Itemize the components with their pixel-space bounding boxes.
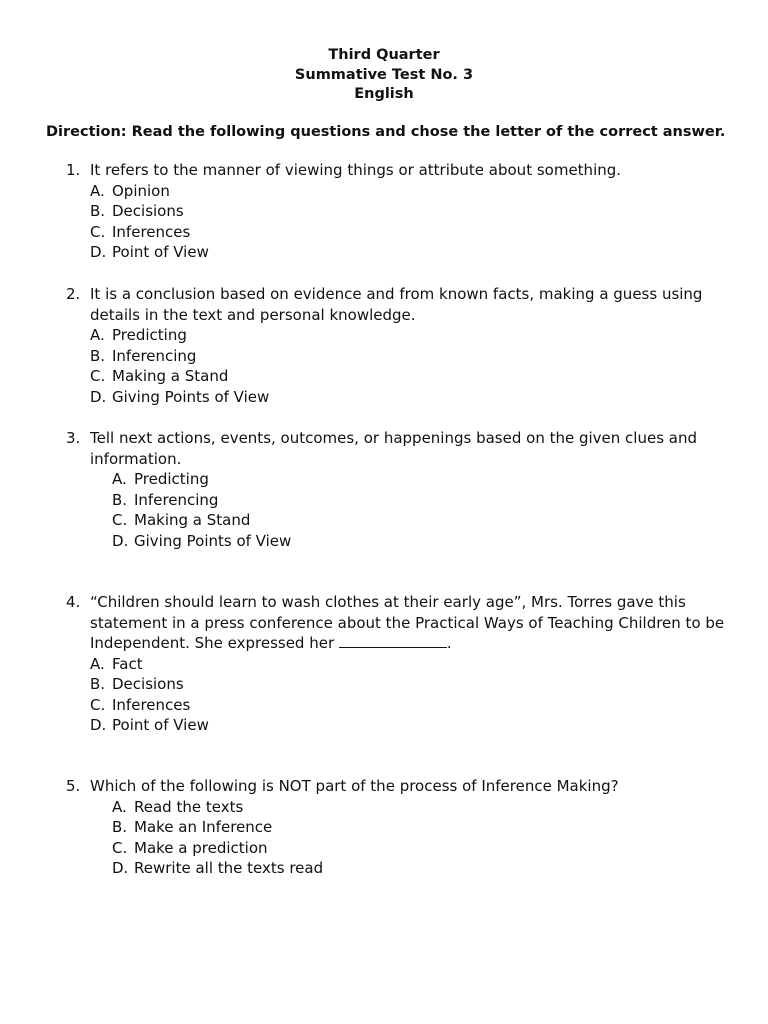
option-b[interactable]: B. Inferencing bbox=[112, 490, 219, 509]
option-list bbox=[66, 181, 726, 263]
option-list bbox=[66, 797, 726, 879]
question-text: It is a conclusion based on evidence and from known facts, making a guess using details in the text and personal knowledge. bbox=[90, 285, 703, 324]
option-c[interactable]: C. Making a Stand bbox=[90, 367, 229, 385]
answer-blank[interactable] bbox=[339, 635, 447, 648]
header-subject: English bbox=[354, 86, 414, 102]
question-text: “Children should learn to wash clothes at their early age”, Mrs. Torres gave this statement in a press conference about the Practical Ways of Teaching Children to be Independent. She expressed her . bbox=[90, 593, 725, 652]
option-d[interactable]: D. Point of View bbox=[90, 243, 209, 261]
question-2 bbox=[66, 284, 726, 407]
option-d[interactable]: D. Giving Points of View bbox=[112, 531, 292, 550]
option-c[interactable]: C. Inferences bbox=[90, 695, 191, 714]
question-number: 5. bbox=[66, 777, 81, 795]
question-text: Which of the following is NOT part of the process of Inference Making? bbox=[90, 777, 619, 795]
option-d[interactable]: D. Rewrite all the texts read bbox=[112, 859, 324, 877]
option-c[interactable]: C. Make a prediction bbox=[112, 838, 268, 857]
question-number: 3. bbox=[66, 429, 81, 447]
question-4 bbox=[66, 592, 726, 736]
question-number: 1. bbox=[66, 161, 81, 179]
option-a[interactable]: A. Read the texts bbox=[112, 797, 244, 816]
option-b[interactable]: B. Decisions bbox=[90, 202, 184, 220]
option-a[interactable]: A. Fact bbox=[90, 654, 143, 673]
option-b[interactable]: B. Inferencing bbox=[90, 346, 197, 365]
option-list bbox=[66, 469, 726, 551]
option-d[interactable]: D. Giving Points of View bbox=[90, 387, 270, 406]
question-text: Tell next actions, events, outcomes, or happenings based on the given clues and information. bbox=[90, 429, 697, 468]
option-c[interactable]: C. Inferences bbox=[90, 222, 191, 241]
question-text: It refers to the manner of viewing things or attribute about something. bbox=[90, 161, 622, 179]
question-number: 2. bbox=[66, 285, 81, 303]
question-1 bbox=[66, 160, 726, 263]
question-3 bbox=[66, 428, 726, 551]
option-b[interactable]: B. Decisions bbox=[90, 675, 184, 693]
header-quarter: Third Quarter bbox=[328, 47, 440, 63]
header-test-title: Summative Test No. 3 bbox=[294, 66, 474, 83]
option-list bbox=[66, 325, 726, 407]
option-a[interactable]: A. Predicting bbox=[112, 470, 209, 488]
option-d[interactable]: D. Point of View bbox=[90, 716, 209, 734]
option-c[interactable]: C. Making a Stand bbox=[112, 511, 251, 529]
option-a[interactable]: A. Predicting bbox=[90, 326, 187, 344]
document-header bbox=[0, 46, 768, 105]
question-number: 4. bbox=[66, 593, 81, 611]
option-list bbox=[66, 654, 726, 736]
question-5 bbox=[66, 776, 726, 879]
directions-text: Direction: Read the following questions and chose the letter of the correct answer. bbox=[46, 124, 726, 140]
option-a[interactable]: A. Opinion bbox=[90, 181, 170, 200]
option-b[interactable]: B. Make an Inference bbox=[112, 818, 273, 836]
